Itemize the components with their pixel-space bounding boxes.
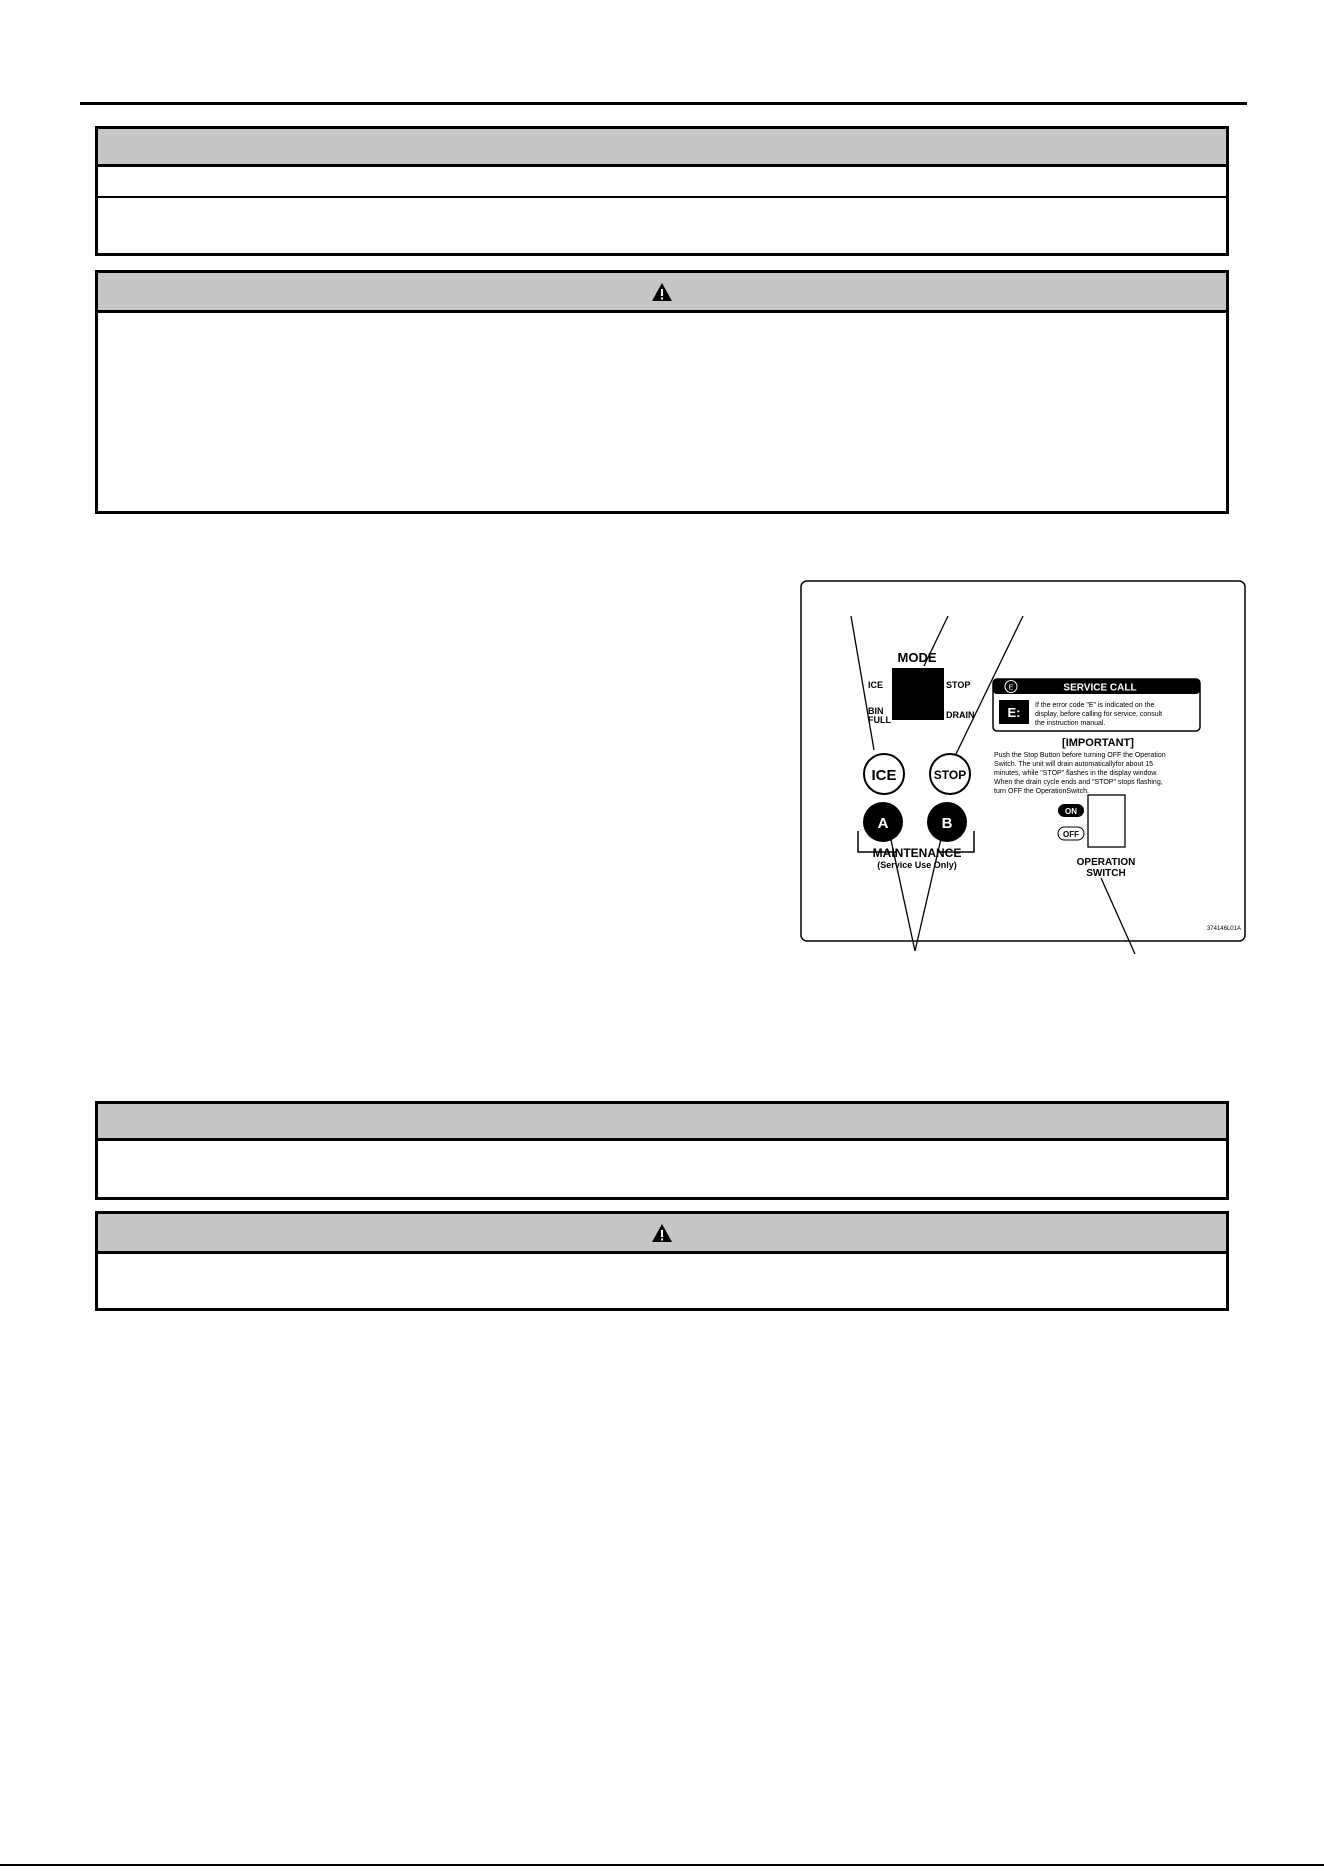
stop-button-label: STOP [933, 768, 967, 782]
important-line-1: Push the Stop Button before turning OFF the Operation [994, 752, 1166, 759]
stop-indicator-label: STOP [946, 680, 971, 690]
maintenance-b-label: B [941, 815, 953, 832]
warning-box-1 [95, 270, 1229, 514]
mode-display [892, 668, 944, 720]
warning-box-1-header [98, 273, 1226, 313]
info-box-1 [95, 126, 1229, 256]
important-title: [IMPORTANT] [1062, 737, 1134, 749]
warning-icon [651, 282, 673, 302]
operation-switch[interactable] [1088, 795, 1125, 847]
service-call-code: E [1008, 684, 1014, 692]
info-box-2 [95, 1101, 1229, 1200]
bin-full-label: BIN [868, 706, 884, 716]
warning-box-2-header [98, 1214, 1226, 1254]
control-panel-figure [796, 576, 1256, 972]
info-box-2-header [98, 1104, 1226, 1141]
part-number: 374146L01A [1206, 926, 1241, 932]
important-line-3: minutes, while "STOP" flashes in the display window. [994, 770, 1158, 777]
bin-full-label-2: FULL [868, 715, 891, 725]
mode-label: MODE [897, 650, 937, 665]
maintenance-a-label: A [877, 815, 889, 832]
service-call-label [993, 679, 1200, 731]
service-call-title: SERVICE CALL [1063, 682, 1137, 694]
operation-switch-label-2: SWITCH [1086, 868, 1126, 879]
important-line-2: Switch. The unit will drain automaticallyfor about 15 [994, 761, 1154, 768]
important-line-5: turn OFF the OperationSwitch. [994, 788, 1089, 795]
off-label: OFF [1063, 830, 1079, 839]
service-call-line-1: If the error code "E" is indicated on the [1035, 702, 1155, 709]
service-use-only-label: (Service Use Only) [877, 860, 957, 870]
footer-rule [0, 1864, 1324, 1866]
on-label: ON [1065, 807, 1077, 816]
maintenance-a-button[interactable] [863, 802, 903, 842]
important-line-4: When the drain cycle ends and "STOP" stops flashing, [994, 779, 1163, 786]
info-box-1-header [98, 129, 1226, 167]
ice-indicator-label: ICE [868, 680, 884, 690]
drain-indicator-label: DRAIN [946, 710, 975, 720]
ice-button[interactable] [864, 754, 904, 794]
service-call-line-2: display, before calling for service, consult [1035, 711, 1163, 718]
stop-button[interactable] [930, 754, 970, 794]
warning-box-2 [95, 1211, 1229, 1311]
header-rule [80, 102, 1247, 105]
operation-switch-label: OPERATION [1076, 857, 1136, 868]
service-call-display-code: E: [1007, 705, 1021, 720]
maintenance-label: MAINTENANCE [872, 846, 962, 860]
maintenance-b-button[interactable] [927, 802, 967, 842]
ice-button-label: ICE [871, 767, 897, 784]
warning-icon [651, 1223, 673, 1243]
service-call-line-3: the instruction manual. [1035, 720, 1106, 727]
info-box-1-row-1 [98, 167, 1226, 198]
